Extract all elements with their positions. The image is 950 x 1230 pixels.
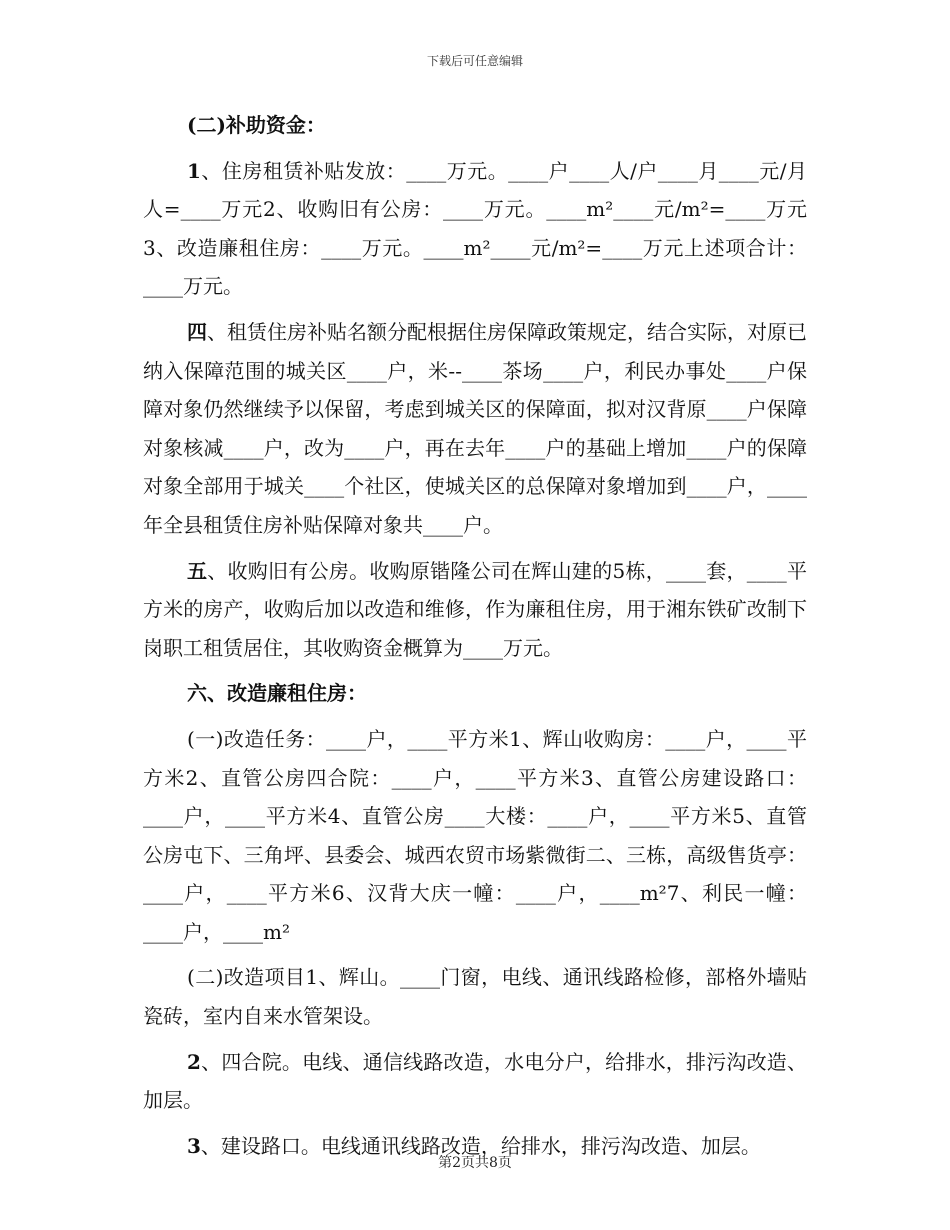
paragraph-text: 、收购旧有公房。收购原锴隆公司在辉山建的5栋，____套，____平方米的房产，收购后加以改造和维修，作为廉租住房，用于湘东铁矿改制下岗职工租赁居住，其收购资金概算为____万元。 — [143, 558, 807, 660]
paragraph-text: 、租赁住房补贴名额分配根据住房保障政策规定，结合实际，对原已纳入保障范围的城关区____户，米--____茶场____户，利民办事处____户保障对象仍然继续予以保留，考虑到城关区的保障面，拟对汉背原____户保障对象核减____户，改为____户，再在去年____户的基础上增加____户的保障对象全部用于城关____个社区，使城关区的总保障对象增加到____户，____年全县租赁住房补贴保障对象共____户。 — [143, 319, 807, 537]
section-heading-subsidy-funds — [143, 106, 807, 145]
paragraph-quota-allocation — [143, 313, 807, 545]
paragraph-prefix: 五 — [187, 558, 208, 583]
page-footer: 第2页共8页 — [438, 1155, 512, 1171]
paragraph-purchase-public-housing — [143, 552, 807, 668]
paragraph-prefix: 2 — [187, 1049, 201, 1074]
paragraph-prefix: 3 — [187, 1133, 201, 1158]
paragraph-renovation-projects — [143, 958, 807, 1035]
paragraph-text: 、四合院。电线、通信线路改造，水电分户，给排水，排污沟改造、加层。 — [143, 1049, 807, 1113]
paragraph-prefix: 六、改造廉租住房： — [187, 681, 367, 706]
paragraph-prefix: (二)补助资金： — [187, 113, 326, 137]
document-body — [143, 106, 807, 1165]
paragraph-text: 、住房租赁补贴发放：____万元。____户____人/户____月____元/月人=____万元2、收购旧有公房：____万元。____m²____元/m²=____万元3、改造廉租住房：____万元。____m²____元/m²=____万元上述项合计：____万元。 — [143, 158, 807, 299]
paragraph-text: (二)改造项目1、辉山。____门窗，电线、通讯线路检修，部格外墙贴瓷砖，室内自来水管架设。 — [143, 965, 807, 1029]
paragraph-text: 、建设路口。电线通讯线路改造，给排水，排污沟改造、加层。 — [200, 1133, 761, 1158]
page-header: 下载后可任意编辑 — [426, 54, 523, 68]
paragraph-rental-subsidy — [143, 152, 807, 306]
section-heading-renovation — [143, 674, 807, 713]
paragraph-text: (一)改造任务：____户，____平方米1、辉山收购房：____户，____平方米2、直管公房四合院：____户，____平方米3、直管公房建设路口：____户，____平方米4、直管公房____大楼：____户，____平方米5、直管公房屯下、三角坪、县委会、城西农贸市场紫微街二、三栋，高级售货亭：____户，____平方米6、汉背大庆一幢：____户，____m²7、利民一幢：____户，____m² — [143, 726, 807, 944]
paragraph-courtyard — [143, 1043, 807, 1120]
paragraph-prefix: 1 — [187, 158, 201, 183]
paragraph-renovation-tasks — [143, 720, 807, 952]
paragraph-prefix: 四 — [187, 319, 207, 344]
